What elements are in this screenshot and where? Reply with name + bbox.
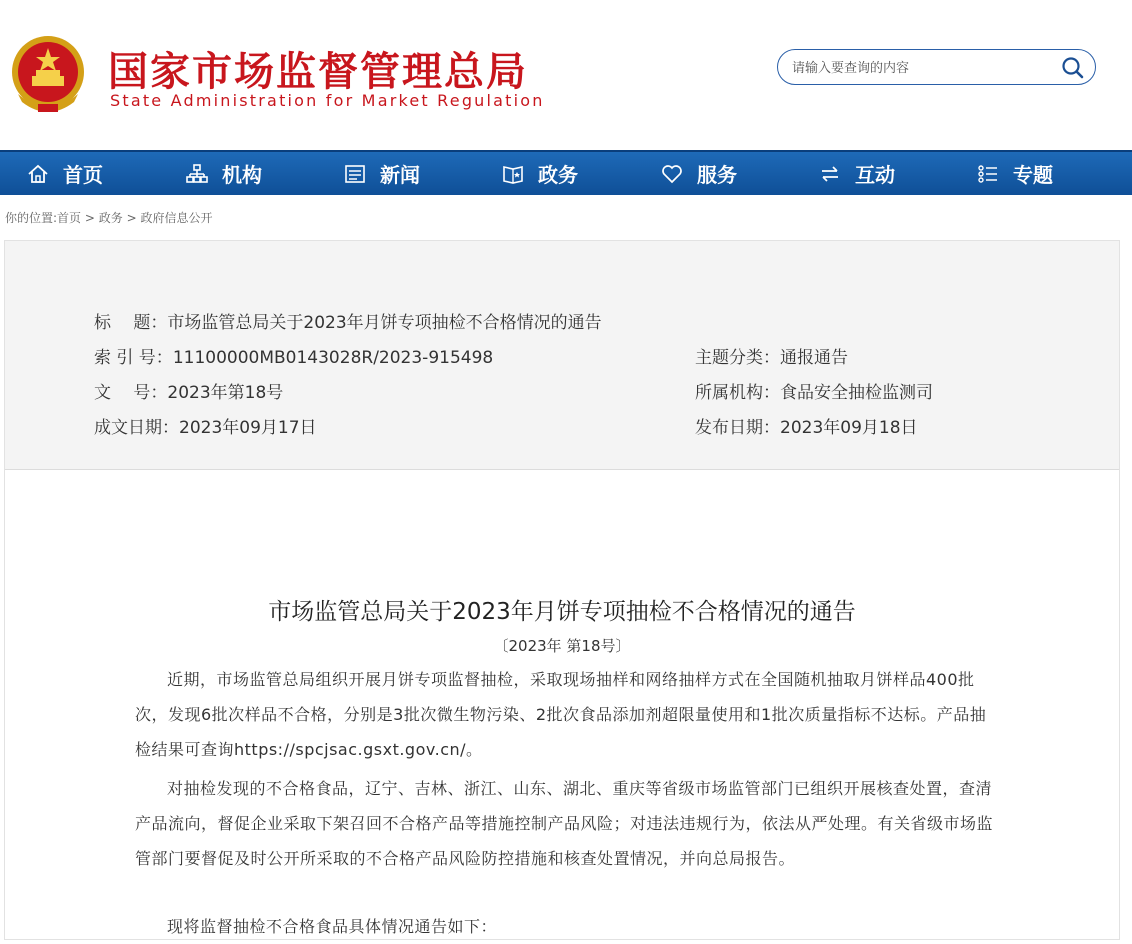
breadcrumb-separator: >	[122, 211, 141, 225]
breadcrumb-separator: >	[81, 211, 99, 225]
meta-org-value: 食品安全抽检监测司	[780, 383, 933, 403]
meta-topic-label: 主题分类：	[695, 348, 780, 368]
article-paragraph: 对抽检发现的不合格食品，辽宁、吉林、浙江、山东、湖北、重庆等省级市场监管部门已组织开展核查处置，查清产品流向，督促企业采取下架召回不合格产品等措施控制产品风险；对违法违规行为，依法从严处理。有关省级市场监管部门要督促及时公开所采取的不合格产品风险防控措施和核查处置情况，并向总局报告。	[135, 779, 994, 868]
search-icon[interactable]	[1061, 56, 1085, 80]
article-paragraph: 现将监督抽检不合格食品具体情况通告如下：	[167, 917, 498, 936]
meta-topic-row	[695, 343, 848, 368]
nav-item-government[interactable]: 政务	[502, 152, 578, 195]
breadcrumb-link-government[interactable]: 政务	[98, 211, 123, 225]
government-icon	[502, 163, 524, 185]
breadcrumb-link-info-disclosure[interactable]: 政府信息公开	[140, 211, 213, 225]
meta-title-value: 市场监管总局关于2023年月饼专项抽检不合格情况的通告	[167, 313, 602, 333]
search-input[interactable]	[790, 57, 1054, 79]
national-emblem-logo	[8, 30, 88, 118]
news-icon	[344, 163, 366, 185]
breadcrumb-link-home[interactable]: 首页	[57, 211, 82, 225]
meta-org-row	[695, 378, 933, 403]
meta-created-value: 2023年09月17日	[179, 418, 317, 438]
heart-icon	[661, 163, 683, 185]
nav-item-interaction[interactable]: 互动	[819, 152, 895, 195]
meta-title-label: 标 题：	[94, 313, 168, 333]
nav-item-organization[interactable]: 机构	[186, 152, 262, 195]
meta-published-row	[695, 413, 918, 438]
site-header	[0, 0, 1132, 150]
meta-index-label: 索 引 号：	[94, 348, 173, 368]
site-logo-chinese: 国家市场监督管理总局	[108, 49, 528, 95]
meta-published-label: 发布日期：	[695, 418, 780, 438]
meta-topic-value: 通报通告	[780, 348, 848, 368]
article-container	[4, 240, 1120, 940]
breadcrumb-prefix: 你的位置:	[5, 211, 58, 225]
nav-item-home[interactable]: 首页	[27, 152, 103, 195]
meta-docno-value: 2023年第18号	[167, 383, 284, 403]
meta-docno-row	[94, 378, 283, 403]
search-box	[777, 49, 1096, 85]
article-paragraph: 近期，市场监管总局组织开展月饼专项监督抽检，采取现场抽样和网络抽样方式在全国随机抽取月饼样品400批次，发现6批次样品不合格，分别是3批次微生物污染、2批次食品添加剂超限量使用和1批次质量指标不达标。产品抽检结果可查询https://spcjsac.gsxt.gov.cn/。	[135, 670, 987, 759]
home-icon	[27, 163, 49, 185]
meta-title-row	[94, 308, 602, 333]
meta-created-row	[94, 413, 317, 438]
article-title: 市场监管总局关于2023年月饼专项抽检不合格情况的通告	[268, 599, 856, 625]
meta-docno-label: 文 号：	[94, 383, 168, 403]
meta-index-value: 11100000MB0143028R/2023-915498	[172, 348, 494, 368]
exchange-icon	[819, 163, 841, 185]
breadcrumb	[5, 209, 212, 226]
nav-item-services[interactable]: 服务	[661, 152, 737, 195]
meta-org-label: 所属机构：	[695, 383, 780, 403]
nav-item-topics[interactable]: 专题	[977, 152, 1053, 195]
document-metadata-panel	[5, 241, 1119, 470]
org-chart-icon	[186, 163, 208, 185]
meta-created-label: 成文日期：	[94, 418, 179, 438]
topic-list-icon	[977, 163, 999, 185]
nav-item-news[interactable]: 新闻	[344, 152, 420, 195]
site-logo-english: State Administration for Market Regulation	[110, 91, 545, 110]
meta-index-row	[94, 343, 493, 368]
article-document-number: 〔2023年 第18号〕	[493, 637, 631, 655]
meta-published-value: 2023年09月18日	[780, 418, 918, 438]
main-nav	[0, 150, 1132, 195]
